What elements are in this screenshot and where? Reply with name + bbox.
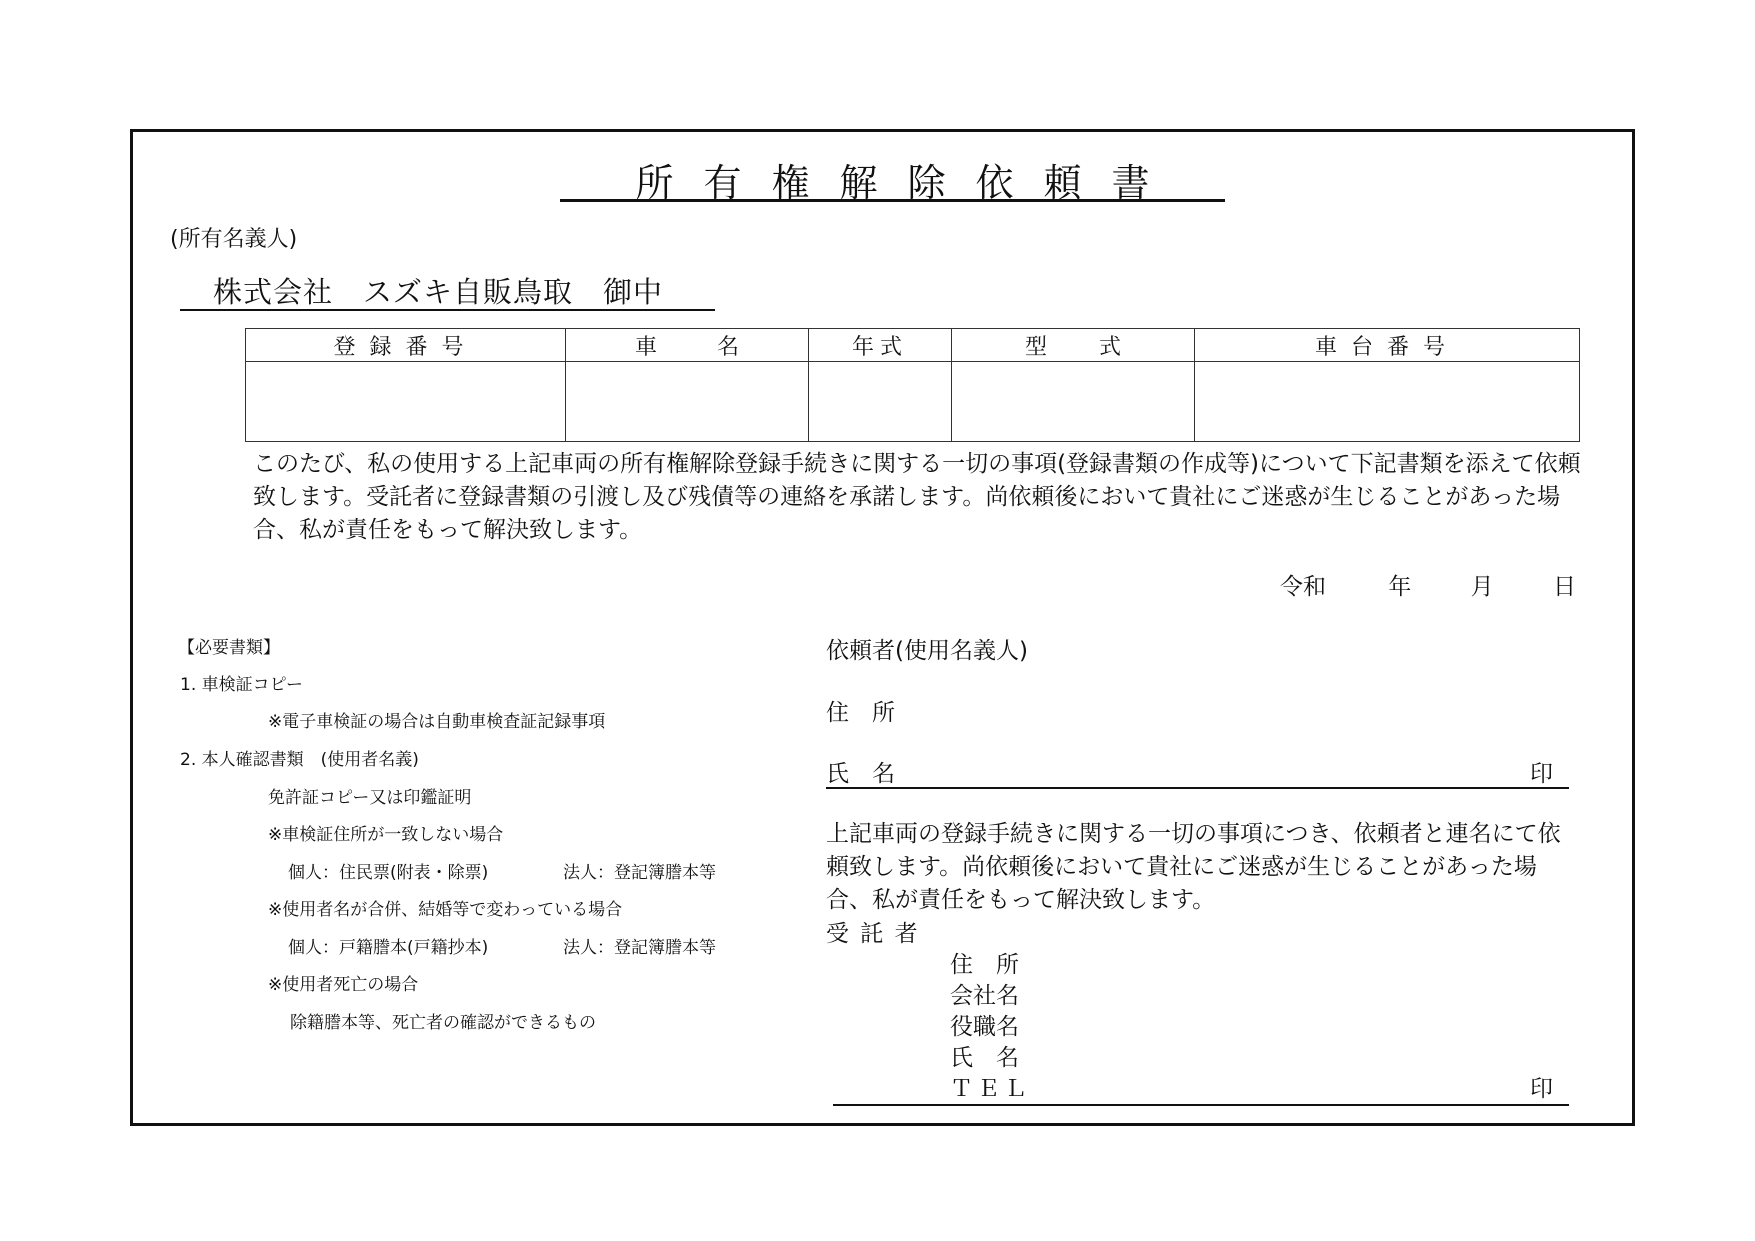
agent-address-label: 住 所 xyxy=(950,952,1019,978)
date-day: 日 xyxy=(1552,574,1576,600)
agent-statement: 上記車両の登録手続きに関する一切の事項につき、依頼者と連名にて依頼致します。尚依頼後において貴社にご迷惑が生じることがあった場合、私が責任をもって解決致します。 xyxy=(826,821,1561,913)
vehicle-table-header xyxy=(246,329,1580,362)
chassis-number-field[interactable] xyxy=(1195,362,1580,442)
owner-name: 株式会社 スズキ自販鳥取 御中 xyxy=(213,275,664,309)
agent-seal: 印 xyxy=(1530,1076,1553,1102)
requester-address-label: 住 所 xyxy=(826,700,895,726)
vehicle-table xyxy=(245,328,1580,442)
model-year-field[interactable] xyxy=(809,362,952,442)
list-item: 法人：登記簿謄本等 xyxy=(563,938,716,958)
list-item: ※電子車検証の場合は自動車検査証記録事項 xyxy=(268,712,606,732)
header-model-year: 年式 xyxy=(809,329,952,362)
vehicle-name-field[interactable] xyxy=(566,362,809,442)
page-title: 所有権解除依頼書 xyxy=(635,161,1180,205)
list-item: ※車検証住所が一致しない場合 xyxy=(268,825,504,845)
agent-name-label: 氏 名 xyxy=(950,1045,1019,1071)
requester-seal: 印 xyxy=(1530,761,1553,787)
registration-number-field[interactable] xyxy=(246,362,566,442)
agent-tel-label: ＴＥＬ xyxy=(950,1076,1031,1102)
header-vehicle-name: 車名 xyxy=(566,329,809,362)
date-line xyxy=(1280,568,1576,601)
list-item: ※使用者名が合併、結婚等で変わっている場合 xyxy=(268,900,623,920)
agent-title: 受 託 者 xyxy=(826,921,920,947)
header-registration-number: 登録番号 xyxy=(246,329,566,362)
list-item: ※使用者死亡の場合 xyxy=(268,975,419,995)
date-month: 月 xyxy=(1470,574,1494,600)
required-docs-title: 【必要書類】 xyxy=(178,638,280,658)
agent-position-label: 役職名 xyxy=(950,1014,1019,1040)
list-item: 免許証コピー又は印鑑証明 xyxy=(268,788,472,808)
list-item: 1. 車検証コピー xyxy=(180,675,303,695)
date-year: 年 xyxy=(1388,574,1412,600)
list-item: 個人：戸籍謄本(戸籍抄本) xyxy=(288,938,489,958)
title-underline xyxy=(560,199,1225,202)
requester-name-label: 氏 名 xyxy=(826,761,895,787)
list-item: 法人：登記簿謄本等 xyxy=(563,863,716,883)
header-model-type: 型式 xyxy=(952,329,1195,362)
header-chassis-number: 車台番号 xyxy=(1195,329,1580,362)
owner-underline xyxy=(180,309,715,311)
list-item: 除籍謄本等、死亡者の確認ができるもの xyxy=(290,1013,596,1033)
list-item: 個人：住民票(附表・除票) xyxy=(288,863,489,883)
agent-company-label: 会社名 xyxy=(950,983,1019,1009)
model-type-field[interactable] xyxy=(952,362,1195,442)
agent-signature-line xyxy=(833,1104,1569,1106)
requester-name-line xyxy=(826,787,1569,789)
requester-title: 依頼者(使用名義人) xyxy=(826,638,1028,664)
owner-label: (所有名義人) xyxy=(170,227,298,252)
list-item: 2. 本人確認書類 (使用者名義) xyxy=(180,750,419,770)
table-row xyxy=(246,362,1580,442)
date-era: 令和 xyxy=(1280,574,1326,600)
request-statement: このたび、私の使用する上記車両の所有権解除登録手続きに関する一切の事項(登録書類の作成等)について下記書類を添えて依頼致します。受託者に登録書類の引渡し及び残債等の連絡を承諾します。尚依頼後において貴社にご迷惑が生じることがあった場合、私が責任をもって解決致します。 xyxy=(253,451,1581,543)
